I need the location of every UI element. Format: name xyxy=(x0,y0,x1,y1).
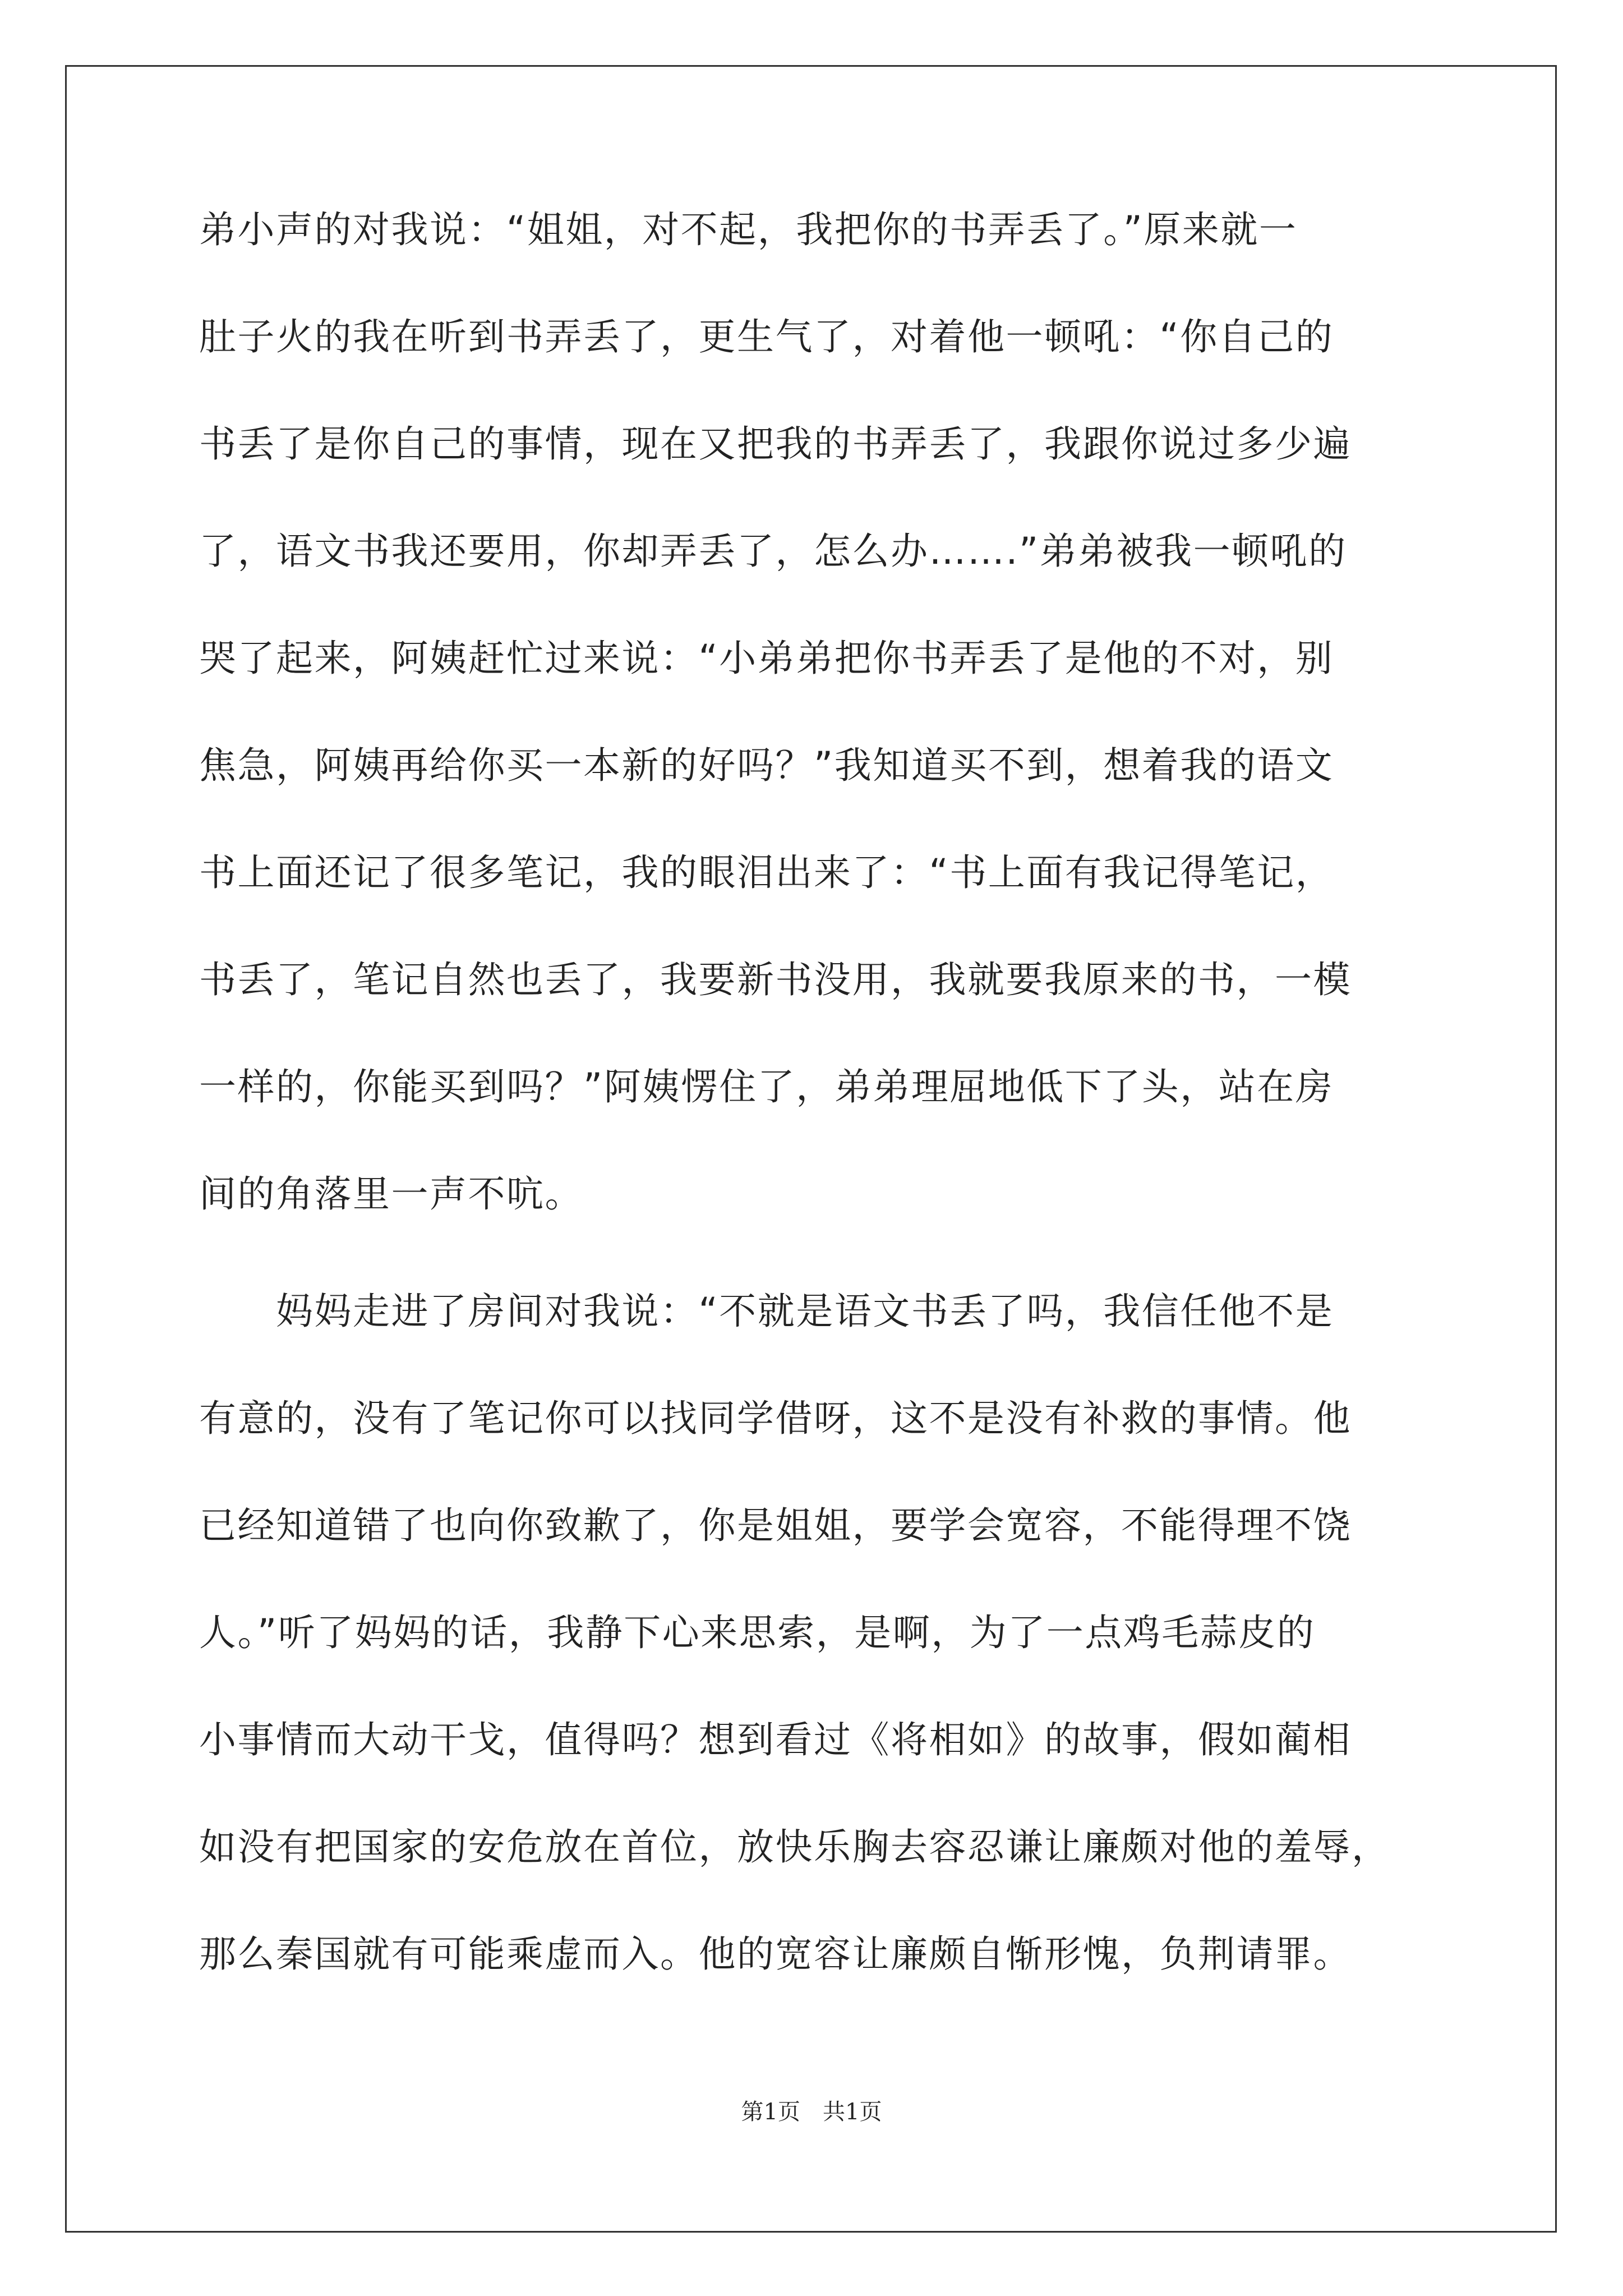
text-line: 哭了起来，阿姨赶忙过来说：“小弟弟把你书弄丢了是他的不对，别 xyxy=(199,637,1334,680)
text-line: 间的角落里一声不吭。 xyxy=(199,1172,583,1216)
page-border xyxy=(65,65,1557,2233)
text-line: 人。”听了妈妈的话，我静下心来思索，是啊，为了一点鸡毛蒜皮的 xyxy=(199,1611,1316,1654)
text-line: 一样的，你能买到吗？”阿姨愣住了，弟弟理屈地低下了头，站在房 xyxy=(199,1065,1334,1108)
text-line: 书丢了是你自己的事情，现在又把我的书弄丢了，我跟你说过多少遍 xyxy=(199,422,1352,466)
text-line: 肚子火的我在听到书弄丢了，更生气了，对着他一顿吼：“你自己的 xyxy=(199,315,1334,358)
text-line: 了，语文书我还要用，你却弄丢了，怎么办…….”弟弟被我一顿吼的 xyxy=(199,530,1347,573)
text-line: 书上面还记了很多笔记，我的眼泪出来了：“书上面有我记得笔记， xyxy=(199,851,1334,894)
page-number-footer: 第1页 共1页 xyxy=(741,2099,882,2125)
text-line: 如没有把国家的安危放在首位，放快乐胸去容忍谦让廉颇对他的羞辱， xyxy=(199,1825,1390,1869)
text-line: 已经知道错了也向你致歉了，你是姐姐，要学会宽容，不能得理不饶 xyxy=(199,1504,1352,1547)
text-line: 小事情而大动干戈，值得吗？想到看过《将相如》的故事，假如蔺相 xyxy=(199,1718,1352,1761)
text-line: 书丢了，笔记自然也丢了，我要新书没用，我就要我原来的书，一模 xyxy=(199,958,1352,1001)
text-line: 弟小声的对我说：“姐姐，对不起，我把你的书弄丢了。”原来就一 xyxy=(199,208,1298,251)
text-line: 有意的，没有了笔记你可以找同学借呀，这不是没有补救的事情。他 xyxy=(199,1397,1352,1440)
text-line: 那么秦国就有可能乘虚而入。他的宽容让廉颇自惭形愧，负荆请罪。 xyxy=(199,1932,1352,1976)
text-line: 焦急，阿姨再给你买一本新的好吗？”我知道买不到，想着我的语文 xyxy=(199,744,1334,787)
text-line: 妈妈走进了房间对我说：“不就是语文书丢了吗，我信任他不是 xyxy=(199,1290,1334,1333)
